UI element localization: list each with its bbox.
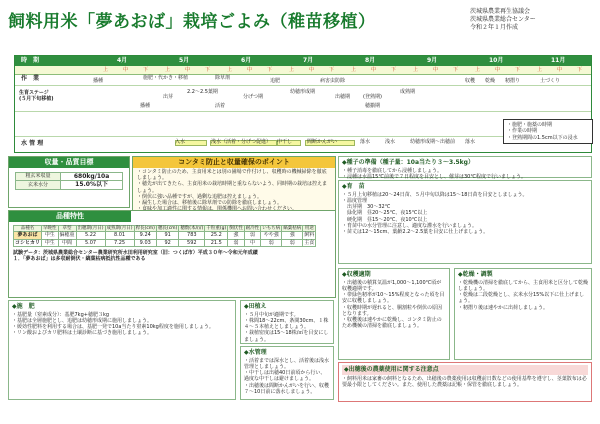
month-subdivision: 中 xyxy=(185,67,191,73)
work-event: 施肥・代かき・移植 xyxy=(143,75,189,81)
variety-table xyxy=(13,225,316,247)
harvest-notes: ・出穂後の積算気温が1,000〜1,100℃頃が収穫適期です。 ・帯緑色籾率が10〜15%程度となった頃を目安に収穫しましょう。 ・収穫時期が遅れると、胴割粒や倒伏の原因となります。 ・収穫後は速やかに乾燥し、コンタミ防止のため機械の清掃を徹底しましょう。 xyxy=(342,279,445,330)
month-label: 8月 xyxy=(365,57,376,64)
table-cell: 強 xyxy=(282,232,303,239)
month-subdivision: 中 xyxy=(309,67,315,73)
schedule-subdivision-row xyxy=(15,66,591,75)
legend-item: ・施肥・施薬の時期 xyxy=(507,122,553,128)
table-cell: 5.22 xyxy=(76,232,105,239)
point-item: ・倒伏に強い品種ですが、過剰な追肥は控えましょう。 xyxy=(137,193,263,200)
seed-prep-heading: ◆種子の準備（種子量：10a当たり３〜3.5kg） xyxy=(342,159,474,166)
stage-event: 分げつ期 xyxy=(243,94,264,100)
yield-value: 15.0%以下 xyxy=(61,181,123,190)
row-label-period: 時 期 xyxy=(21,57,40,64)
drying-notes: ・乾燥機の清掃を徹底してから、主食用米と区分して乾燥しましょう。 ・乾燥は二段乾燥とし、玄米水分15%以下に仕上げましょう。 ・籾摺り後は速やかに出荷しましょう。 xyxy=(458,279,589,311)
work-event: 追肥 xyxy=(270,78,281,84)
table-row xyxy=(16,181,123,190)
drying-heading: ◆乾燥・調製 xyxy=(458,271,493,278)
organization-info xyxy=(470,8,536,32)
org-line-3: 令和２年１月作成 xyxy=(470,24,519,32)
table-cell: 弱 xyxy=(228,239,245,246)
column-header: 稈長(cm) xyxy=(135,225,155,231)
stage-event: 出穂期 xyxy=(335,94,351,100)
point-item: ・穂先が出てきたら、主食用米の栽培時期と重ならないよう、同時期の栽培は控えましょう。 xyxy=(137,181,328,194)
table-cell: 夢あおば xyxy=(14,232,42,239)
month-label: 5月 xyxy=(179,57,190,64)
month-subdivision: 上 xyxy=(227,67,233,73)
stage-event: 穂揃期 xyxy=(365,103,381,109)
stage-event: 幼穂形成期 xyxy=(290,89,316,95)
column-header: 千粒重(g) xyxy=(206,225,227,231)
water-event: 間断かんがい xyxy=(307,139,338,145)
stage-event: 出芽 xyxy=(163,94,174,100)
table-row xyxy=(14,232,316,239)
table-cell: 8.01 xyxy=(105,232,134,239)
points-heading: コンタミ防止と収量確保のポイント xyxy=(133,157,335,168)
fertilizer-section xyxy=(8,300,236,400)
drying-section xyxy=(454,268,592,360)
water-heading: ◆水管理 xyxy=(244,349,267,356)
water-event: 幼穂形成期〜出穂前 xyxy=(410,139,456,145)
month-subdivision: 上 xyxy=(475,67,481,73)
month-label: 11月 xyxy=(551,57,566,64)
yield-value: 680kg/10a xyxy=(61,172,123,181)
month-subdivision: 中 xyxy=(557,67,563,73)
page-title: 飼料用米「夢あおば」栽培ごよみ（稚苗移植） xyxy=(8,12,376,32)
month-label: 9月 xyxy=(427,57,438,64)
stage-event: 成熟期 xyxy=(400,89,416,95)
stage-event: (登熟期) xyxy=(363,94,382,100)
month-subdivision: 下 xyxy=(329,67,335,73)
variety-box xyxy=(8,210,336,298)
column-header: 成熟期(月日) xyxy=(106,225,133,231)
month-subdivision: 下 xyxy=(143,67,149,73)
yield-label: 玄米水分 xyxy=(16,181,61,190)
table-header-row xyxy=(14,225,316,232)
table-cell: 5.07 xyxy=(76,239,105,246)
month-subdivision: 下 xyxy=(453,67,459,73)
month-subdivision: 中 xyxy=(495,67,501,73)
work-event: 播種 xyxy=(93,78,104,84)
fertilizer-heading: ◆施 肥 xyxy=(12,303,35,310)
stage-event: 播種 xyxy=(140,103,151,109)
work-event: 除草剤 xyxy=(215,75,231,81)
work-event: 収穫 xyxy=(465,78,476,84)
water-event: 浅水 xyxy=(385,139,396,145)
harvest-heading: ◆収穫適期 xyxy=(342,271,371,278)
month-subdivision: 下 xyxy=(391,67,397,73)
month-subdivision: 上 xyxy=(413,67,419,73)
fertilizer-notes: ・基肥量（窒素成分）：基肥7kg+穂肥３kg ・基肥は全層施肥とし、追肥は幼穂形成期に施用しましょう。 ・緩効性肥料を利用する場合は、基肥一発で10a当たり窒素10kg程度を施用しましょう。 ・リン酸およびカリ肥料は土壌診断に基づき施用しましょう。 xyxy=(12,311,214,337)
month-subdivision: 上 xyxy=(289,67,295,73)
org-line-2: 茨城県農業総合センター xyxy=(470,16,536,24)
table-cell: 92 xyxy=(156,239,178,246)
nursery-heading: ◆育 苗 xyxy=(342,183,365,190)
table-cell: 783 xyxy=(179,232,205,239)
table-cell: 7.25 xyxy=(105,239,134,246)
schedule-legend xyxy=(503,119,593,144)
month-subdivision: 下 xyxy=(577,67,583,73)
yield-table xyxy=(15,172,123,190)
month-subdivision: 上 xyxy=(103,67,109,73)
month-subdivision: 中 xyxy=(371,67,377,73)
column-header: 早晩性 xyxy=(43,225,57,231)
seed-prep-detail: （種子量：10a当たり３〜3.5kg） xyxy=(376,159,474,166)
table-cell: 弱 xyxy=(282,239,303,246)
work-event: 乾燥 xyxy=(485,78,496,84)
table-cell: 弱 xyxy=(261,239,282,246)
water-event: 落水 xyxy=(360,139,371,145)
table-cell: 主食 xyxy=(304,239,315,246)
variety-heading: 品種特性 xyxy=(9,211,131,222)
column-header: 出穂期(月日) xyxy=(77,225,104,231)
month-label: 4月 xyxy=(117,57,128,64)
month-subdivision: 上 xyxy=(165,67,171,73)
column-header: 耐冷性 xyxy=(245,225,260,231)
point-item: ・コンタミ防止のため、主食用米とは別の圃場で作付けし、収穫時の機械掃除を徹底しましょう。 xyxy=(137,168,327,181)
yield-heading: 収量・品質目標 xyxy=(9,157,129,168)
row-label-water: 水 管 理 xyxy=(21,140,44,147)
water-event: 中干し xyxy=(277,139,293,145)
column-header: 縞葉枯病 xyxy=(283,225,302,231)
stage-event: 2.2〜2.5葉期 xyxy=(187,89,218,95)
table-cell: コシヒカリ xyxy=(15,239,41,246)
warning-heading: ◆出穂後の農薬使用に関する注意点 xyxy=(342,365,588,375)
table-cell: 中間 xyxy=(58,239,76,246)
work-event: 土づくり xyxy=(540,78,561,84)
month-label: 10月 xyxy=(489,57,504,64)
water-event: 落水 xyxy=(465,139,476,145)
points-box xyxy=(132,156,336,218)
table-cell: 偏穂重 xyxy=(59,232,75,239)
water-notes: ・活着までは深水とし、活着後は浅水管理としましょう。 ・中干しは出穂40日前頃から行い、過度な中干しは避けましょう。 ・出穂後は間断かんがいを行い、収穫７〜10日前に落水しましょう。 xyxy=(244,357,330,395)
water-event: 浅水（活着・分げつ促進） xyxy=(211,139,272,145)
org-line-1: 茨城県農業再生協議会 xyxy=(470,8,531,15)
table-row xyxy=(16,172,123,181)
table-cell: 25.2 xyxy=(205,232,228,239)
month-label: 6月 xyxy=(241,57,252,64)
column-header: 用途 xyxy=(303,225,316,232)
month-subdivision: 上 xyxy=(537,67,543,73)
nursery-notes: ・５月上旬移植は20〜24日苗、５月中旬以降は15〜18日苗を目安としましょう。 ・温度管理 出芽期 30〜32℃ 緑化期 昼20〜25℃、夜15℃以上 硬化期 昼15〜20℃、夜10℃以上 ・育苗中の水分管理に注意し、適度な灌水を行いましょう。 ・苗丈は12〜15cm、葉齢2.2〜2.5葉を目安に仕上げましょう。 xyxy=(342,191,528,235)
seed-prep-section xyxy=(338,156,592,178)
table-row xyxy=(14,239,316,246)
row-label-work: 作 業 xyxy=(21,75,40,82)
table-cell: 21.5 xyxy=(205,239,228,246)
table-cell: 中 xyxy=(244,239,261,246)
warning-text: ・飼料用米は家畜の飼料となるため、出穂後の農薬使用は収穫前日数などの使用基準を遵守し、茎葉散布は必要最小限としてください。また、使用した農薬は記帳・保管を徹底しましょう。 xyxy=(342,375,587,388)
harvest-section xyxy=(338,268,450,360)
nursery-section xyxy=(338,180,592,264)
pesticide-warning-section xyxy=(338,362,592,402)
month-subdivision: 中 xyxy=(123,67,129,73)
column-header: 穂長(cm) xyxy=(157,225,178,231)
variety-footnote: 試験データ：茨城県農業総合センター農業研究所水田利用研究室（旧：つくば市）平成３０年〜令和元年成績 xyxy=(13,249,258,256)
water-event: 入水 xyxy=(175,139,186,145)
column-header: いもち病 xyxy=(262,225,281,231)
seed-prep-notes: ・種子消毒を徹底してから浸種しましょう。 ・浸種は水温15℃前後で７日程度を目安とし、催芽は30℃程度で行いましょう。 xyxy=(342,167,526,180)
column-header: 品種名 xyxy=(14,225,42,232)
month-subdivision: 下 xyxy=(515,67,521,73)
planting-notes: ・５月中旬が適期です。 ・株間18〜22cm、条間30cm、１株４〜５本植えとしましょう。 ・栽植密度は15〜18株/㎡を目安にしましょう。 xyxy=(244,311,329,343)
point-item: ・漏生した場合は、移植後に除草剤での防除を徹底しましょう。 xyxy=(137,200,283,206)
table-cell: 9.03 xyxy=(134,239,156,246)
table-cell: 飼料 xyxy=(304,232,315,239)
stage-event: 活着 xyxy=(215,103,226,109)
month-subdivision: 中 xyxy=(433,67,439,73)
month-label: 7月 xyxy=(303,57,314,64)
table-cell: 弱 xyxy=(244,232,261,239)
month-subdivision: 中 xyxy=(247,67,253,73)
table-cell: やや強 xyxy=(261,232,282,239)
month-subdivision: 下 xyxy=(267,67,273,73)
yield-target-box xyxy=(8,156,130,208)
yield-label: 粗玄米収量 xyxy=(16,172,61,181)
schedule-chart xyxy=(14,55,592,153)
table-cell: 91 xyxy=(156,232,178,239)
table-cell: 中生 xyxy=(42,232,59,239)
month-subdivision: 下 xyxy=(205,67,211,73)
planting-heading: ◆田植え xyxy=(244,303,267,310)
table-cell: 9.24 xyxy=(134,232,156,239)
column-header: 草型 xyxy=(58,225,76,232)
column-header: 穂数(本/㎡) xyxy=(180,225,204,231)
row-label-stage: 生育ステージ (５月下旬移植) xyxy=(19,90,54,103)
work-event: 籾摺り xyxy=(505,78,521,84)
table-cell: 強 xyxy=(228,232,245,239)
table-cell: 592 xyxy=(179,239,205,246)
column-header: 倒伏性 xyxy=(229,225,243,231)
work-event: 病害虫防除 xyxy=(320,78,346,84)
legend-item: ・作業の時期 xyxy=(507,128,538,135)
variety-footnote-2: １．「夢あおば」は多収耐倒伏・縞葉枯病抵抗性品種である xyxy=(13,256,146,263)
month-subdivision: 上 xyxy=(351,67,357,73)
table-cell: 中生 xyxy=(42,239,59,246)
planting-section xyxy=(240,300,334,344)
legend-item: ・登熟期間の1.5cm以下の浸水 xyxy=(507,134,578,141)
water-section xyxy=(240,346,334,400)
